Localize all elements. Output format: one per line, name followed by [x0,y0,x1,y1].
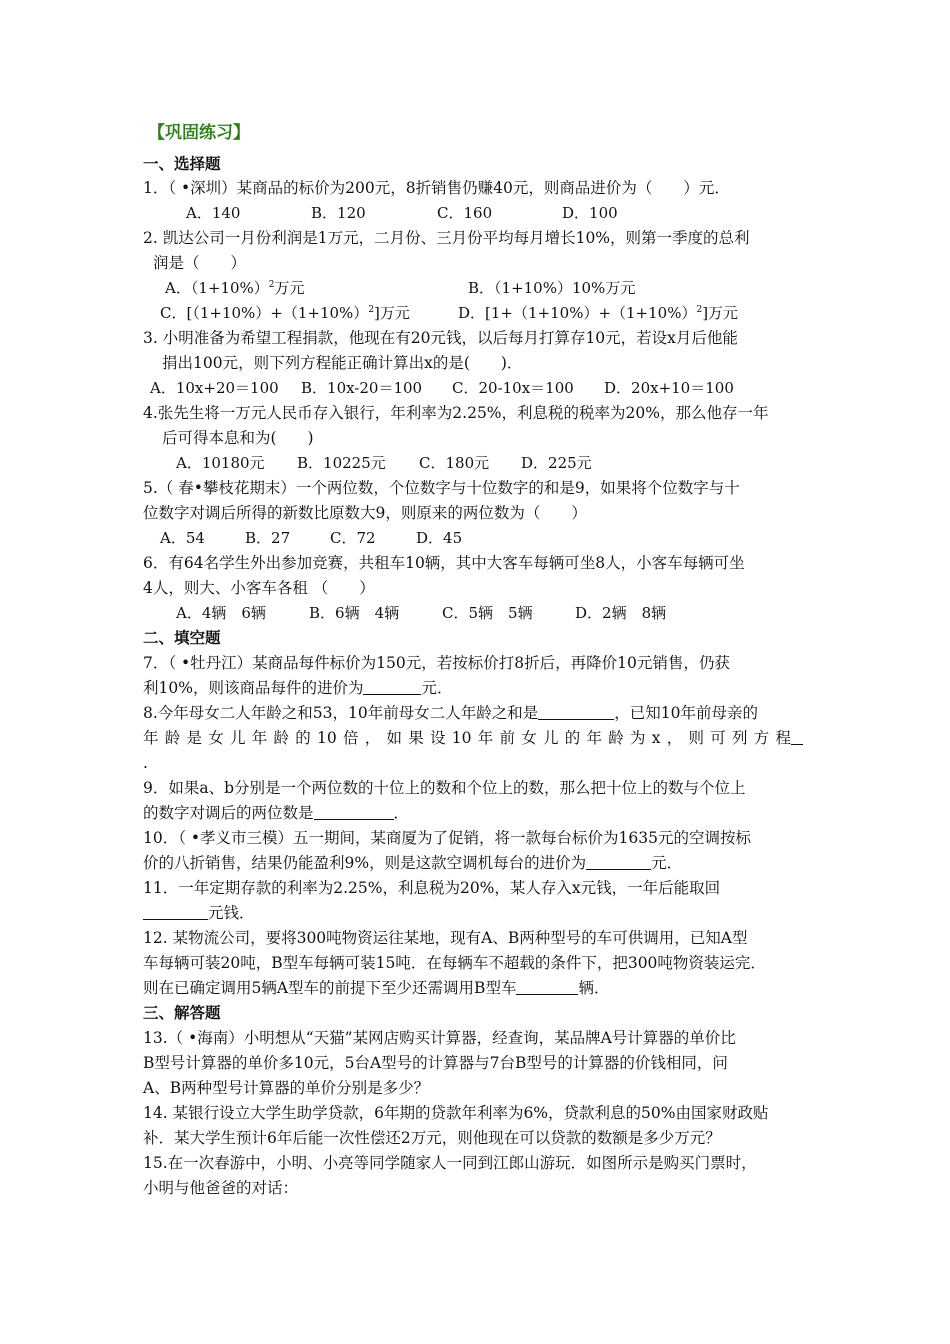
exercise-heading: 【巩固练习】 [148,123,250,143]
q3-option-b: B．10x-20＝100 [301,379,423,397]
question-3-line1: 3. 小明准备为希望工程捐款，他现在有20元钱，以后每月打算存10元，若设x月后他能 [143,329,738,347]
q2-option-c: C．$[(1+10\%)+(1+10\%)^2]$万元 [160,304,410,322]
question-10-line1: 10．（ •孝义市三模）五一期间，某商厦为了促销，将一款每台标价为1635元的空调按标 [143,829,751,847]
question-13-line3: A、B两种型号计算器的单价分别是多少？ [143,1079,430,1097]
question-12-line3: 则在已确定调用5辆A型车的前提下至少还需调用B型车 辆． [143,979,610,997]
q3-option-d: D．20x+10＝100 [604,379,734,397]
question-5-line2: 位数字对调后所得的新数比原数大9，则原来的两位数为（ ） [143,504,587,522]
question-13-line1: 13.（ •海南）小明想从“天猫”某网店购买计算器，经查询，某品牌A号计算器的单价比 [143,1029,736,1047]
q6-option-c: C．5辆 5辆 [442,604,533,622]
section-fill-in: 二、填空题 [143,628,221,647]
section-multiple-choice: 一、选择题 [143,154,221,173]
q6-option-b: B．6辆 4辆 [309,604,400,622]
q12-answer-blank[interactable] [516,978,578,995]
question-2-line1: 2. 凯达公司一月份利润是1万元，二月份、三月份平均每月增长10%，则第一季度的总利 [143,229,750,247]
question-8-line2: 年龄是女儿年龄的10倍，如果设10年前女儿的年龄为x，则可列方程 [143,726,803,750]
question-11-line1: 11．一年定期存款的利率为2.25%，利息税为20%，某人存入x元钱，一年后能取回 [143,879,721,897]
question-5-line1: 5.（ 春•攀枝花期末）一个两位数，个位数字与十位数字的和是9，如果将个位数字与十 [143,479,740,497]
q2-option-d: D．$[1+(1+10\%)+(1+10\%)^2]$万元 [458,304,739,322]
question-9-line1: 9．如果a、b分别是一个两位数的十位上的数和个位上的数，那么把十位上的数与个位上 [143,779,746,797]
q3-option-a: A．10x+20＝100 [150,379,279,397]
question-7-line1: 7．（ •牡丹江）某商品每件标价为150元，若按标价打8折后，再降价10元销售，仍获 [143,654,730,672]
q1-option-d: D．100 [562,204,618,222]
q5-option-b: B．27 [245,529,291,547]
question-4-line2: 后可得本息和为( ) [162,429,314,447]
q10-answer-blank[interactable] [586,853,651,870]
q1-option-c: C．160 [437,204,493,222]
question-4-line1: 4.张先生将一万元人民币存入银行，年利率为2.25%，利息税的税率为20%，那么他存一年 [143,404,769,422]
q2-option-a: A．$(1+10\%)^2$万元 [165,279,305,297]
question-8-line1: 8.今年母女二人年龄之和53，10年前母女二人年龄之和是 ，已知10年前母亲的 [143,704,758,722]
q7-answer-blank[interactable] [363,678,421,695]
q9-answer-blank[interactable] [314,803,394,820]
q4-option-d: D．225元 [521,454,592,472]
question-14-line2: 补．某大学生预计6年后能一次性偿还2万元，则他现在可以贷款的数额是多少万元？ [143,1129,721,1147]
question-12-line2: 车每辆可装20吨，B型车每辆可装15吨．在每辆车不超载的条件下，把300吨物资装运完． [143,954,766,972]
question-2-line2: 润是（ ） [153,254,247,272]
q4-option-b: B．10225元 [297,454,386,472]
question-1: 1．（ •深圳）某商品的标价为200元，8折销售仍赚40元，则商品进价为（ ）元． [143,179,730,197]
question-9-line2: 的数字对调后的两位数是 ． [143,804,410,822]
q8-answer-blank-1[interactable] [538,703,614,720]
question-8-line3: . [143,754,148,772]
q6-option-a: A．4辆 6辆 [176,604,266,622]
question-7-line2: 利10%，则该商品每件的进价为 元． [143,679,453,697]
question-6-line1: 6．有64名学生外出参加竞赛，共租车10辆，其中大客车每辆可坐8人，小客车每辆可坐 [143,554,745,572]
q5-option-a: A．54 [160,529,205,547]
q11-answer-blank[interactable] [143,903,208,920]
q4-option-c: C．180元 [419,454,490,472]
q1-option-b: B．120 [311,204,366,222]
question-15-line2: 小明与他爸爸的对话： [143,1179,299,1197]
question-13-line2: B型号计算器的单价多10元，5台A型号的计算器与7台B型号的计算器的价钱相同，问 [143,1054,728,1072]
section-solution: 三、解答题 [143,1003,221,1022]
q4-option-a: A．10180元 [176,454,265,472]
q6-option-d: D．2辆 8辆 [575,604,667,622]
question-12-line1: 12. 某物流公司，要将300吨物资运往某地，现有A、B两种型号的车可供调用，已知A型 [143,929,748,947]
q8-answer-blank-2[interactable] [791,728,803,745]
q3-option-c: C．20-10x＝100 [452,379,574,397]
question-10-line2: 价的八折销售，结果仍能盈利9%，则是这款空调机每台的进价为 元． [143,854,683,872]
question-14-line1: 14. 某银行设立大学生助学贷款，6年期的贷款年利率为6%，贷款利息的50%由国家财政贴 [143,1104,769,1122]
question-15-line1: 15.在一次春游中，小明、小亮等同学随家人一同到江郎山游玩．如图所示是购买门票时， [143,1154,757,1172]
question-6-line2: 4人，则大、小客车各租 （ ） [143,579,375,597]
q5-option-c: C．72 [330,529,376,547]
q1-option-a: A．140 [186,204,241,222]
question-3-line2: 捐出100元，则下列方程能正确计算出x的是( )． [162,354,523,372]
question-11-line2: 元钱． [143,901,255,925]
q2-option-b: B．（1+10%）10%万元 [468,279,636,297]
q5-option-d: D．45 [416,529,463,547]
